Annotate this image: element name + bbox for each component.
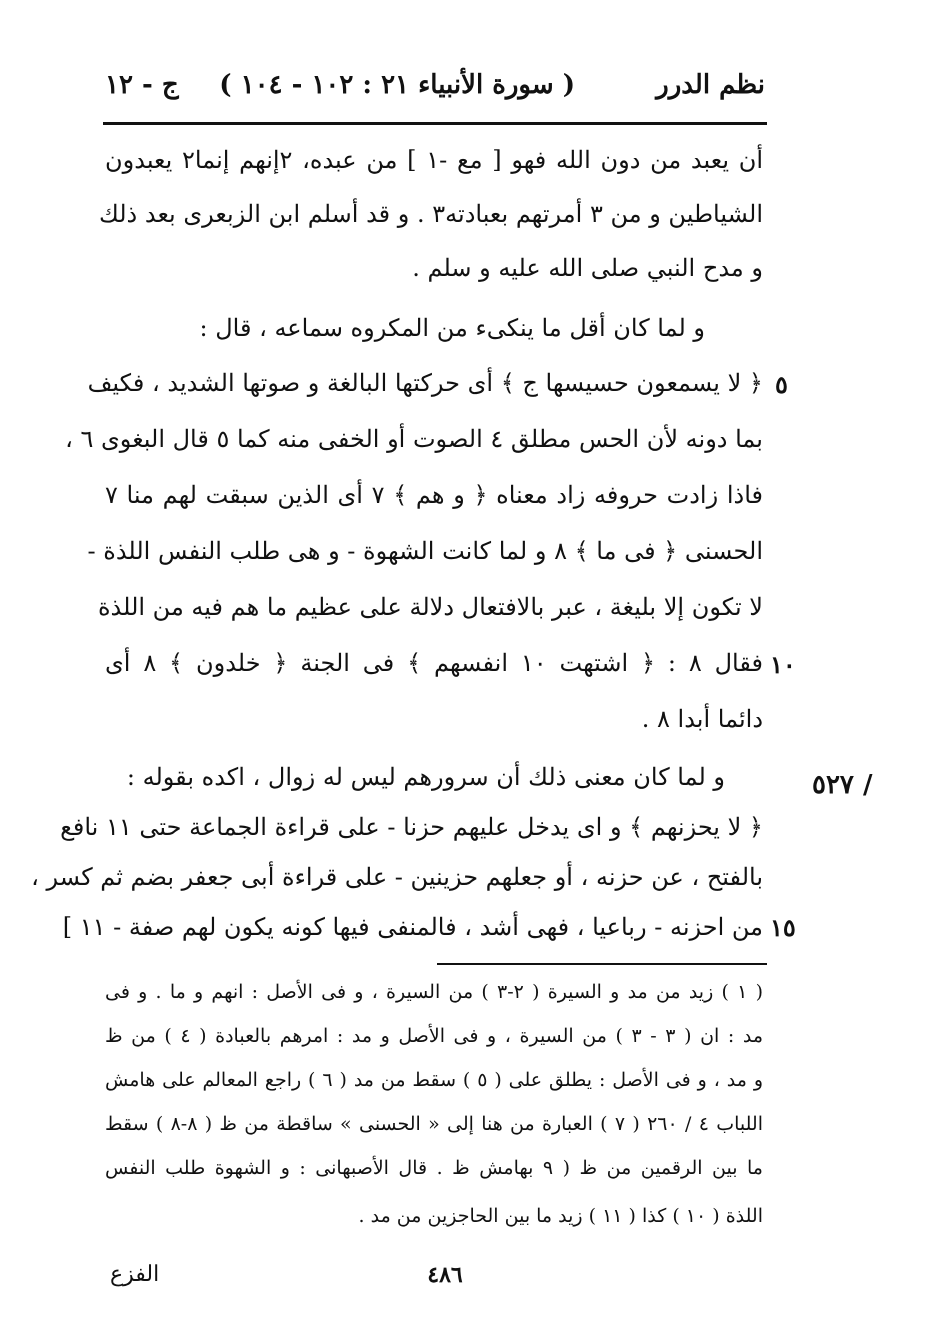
header-rule — [103, 122, 767, 125]
footnote-line: و مد ، و فى الأصل : يطلق على ( ٥ ) سقط من مد ( ٦ ) راجع المعالم على هامش — [105, 1069, 764, 1091]
text-line: فقال ٨ : ﴿ اشتهت ١٠ انفسهم ﴾ فى الجنة ﴿ خلدون ﴾ ٨ أى — [105, 649, 763, 677]
catchword: الفزع — [110, 1262, 160, 1287]
line-number-marker: ١٠ — [770, 650, 796, 679]
footnote-line: مد : ان ( ٣ - ٣ ) من السيرة ، و فى الأصل و مد : امرهم بالعبادة ( ٤ ) من ظ — [105, 1025, 764, 1047]
text-line: فاذا زادت حروفه زاد معناه ﴿ و هم ﴾ ٧ أى الذين سبقت لهم منا ٧ — [105, 481, 763, 509]
text-line: بالفتح ، عن حزنه ، أو جعلهم حزينين - على قراءة أبى جعفر بضم ثم كسر ، — [31, 863, 763, 891]
line-number-marker: ٥ — [775, 370, 788, 399]
text-line: الشياطين و من ٣ أمرتهم بعبادته٣ . و قد أسلم ابن الزبعرى بعد ذلك — [99, 200, 763, 228]
text-line: و مدح النبي صلى الله عليه و سلم . — [412, 254, 763, 282]
manuscript-folio-note: ٥٢٧ / — [812, 770, 873, 800]
footnote-line: ما بين الرقمين من ظ ( ٩ بهامش ظ . قال الأصبهانى : و الشهوة طلب النفس — [105, 1157, 763, 1179]
footnote-line: اللباب ٤ / ٢٦٠ ( ٧ ) العبارة من هنا إلى « الحسنى » ساقطة من ظ ( ٨-٨ ) سقط — [105, 1113, 763, 1135]
line-number-marker: ١٥ — [770, 913, 796, 942]
page-number: ٤٨٦ — [427, 1262, 463, 1288]
text-line: و لما كان معنى ذلك أن سرورهم ليس له زوال ، اكده بقوله : — [126, 763, 725, 791]
footnote-rule — [437, 963, 767, 965]
text-line: لا تكون إلا بليغة ، عبر بالافتعال دلالة على عظيم ما هم فيه من اللذة — [97, 593, 763, 621]
running-header — [105, 70, 765, 110]
text-line: بما دونه لأن الحس مطلق ٤ الصوت أو الخفى منه كما ٥ قال البغوى ٦ ، — [65, 425, 763, 453]
sura-reference: ( سورة الأنبياء ٢١ : ١٠٢ - ١٠٤ ) — [219, 70, 575, 100]
text-line: دائما أبدا ٨ . — [641, 705, 763, 733]
text-line: و لما كان أقل ما ينكىء من المكروه سماعه ، قال : — [199, 314, 705, 342]
text-line: ﴿ لا يحزنهم ﴾ و اى يدخل عليهم حزنا - على قراءة الجماعة حتى ١١ نافع — [60, 813, 763, 841]
footnote-line: اللذة ( ١٠ ) كذا ( ١١ ) زيد ما بين الحاجزين من مد . — [358, 1205, 763, 1227]
text-line: ﴿ لا يسمعون حسيسها ج ﴾ أى حركتها البالغة و صوتها الشديد ، فكيف — [87, 369, 763, 397]
text-line: الحسنى ﴿ فى ما ﴾ ٨ و لما كانت الشهوة - و هى طلب النفس اللذة - — [87, 537, 763, 565]
book-title: نظم الدرر — [656, 70, 765, 100]
footnote-line: ( ١ ) زيد من مد و السيرة ( ٢-٣ ) من السيرة ، و فى الأصل : انهم و ما . و فى — [105, 981, 764, 1003]
text-line: أن يعبد من دون الله فهو [ مع -١ ] من عبده، ٢إنهم إنما٢ يعبدون — [105, 146, 764, 174]
volume-number: ج - ١٢ — [105, 70, 179, 100]
text-line: من احزنه - رباعيا ، فهى أشد ، فالمنفى فيها كونه يكون لهم صفة - ١١ ] — [62, 913, 763, 941]
